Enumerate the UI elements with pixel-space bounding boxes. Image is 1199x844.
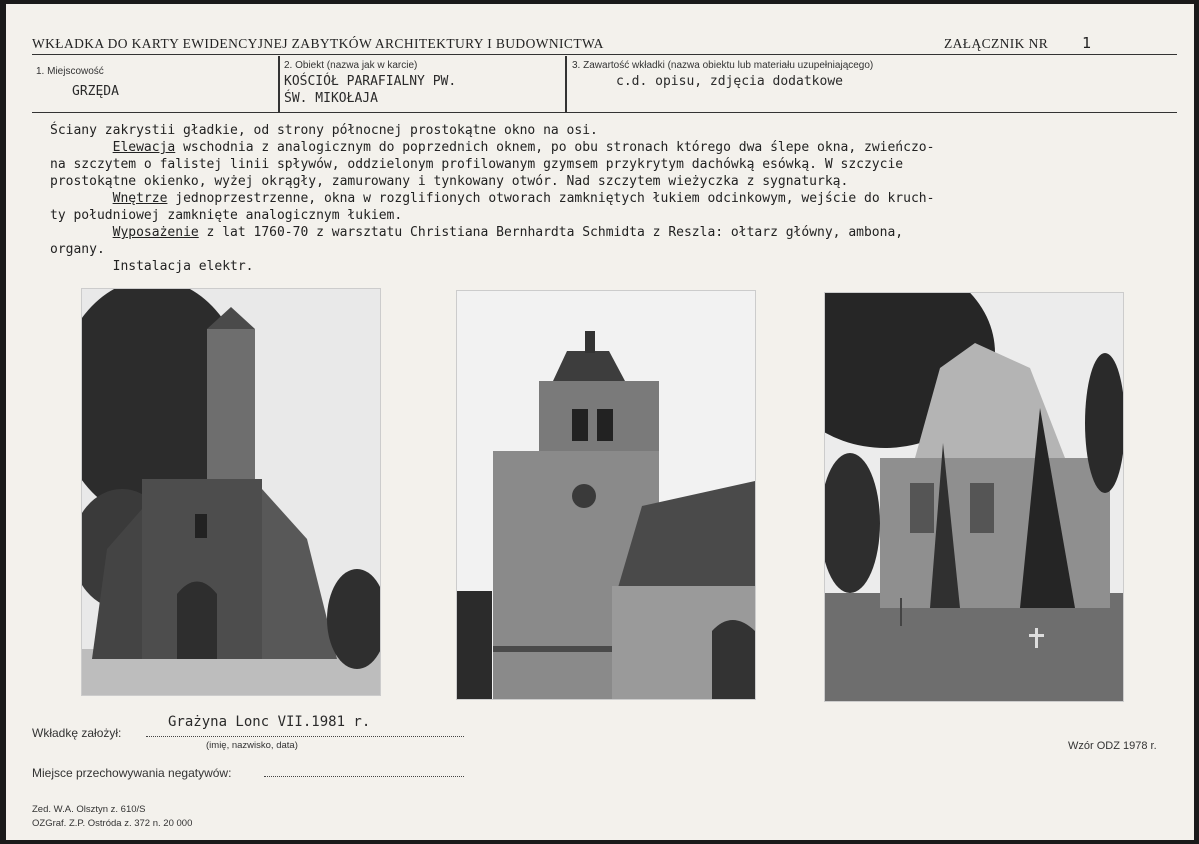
desc-line (50, 139, 1180, 156)
content-value: c.d. opisu, zdjęcia dodatkowe (616, 74, 843, 89)
created-label: Wkładkę założył: (32, 726, 122, 740)
object-label: 2. Obiekt (nazwa jak w karcie) (284, 60, 418, 71)
locality-label: 1. Miejscowość (36, 66, 104, 77)
photo-church-gable-image (825, 293, 1123, 701)
field-divider (278, 56, 280, 112)
photo-church-tower-image (457, 291, 755, 699)
desc-text: Instalacja elektr. (112, 259, 254, 274)
form-fields (32, 56, 1177, 113)
photo-church-gable (824, 292, 1124, 702)
field-divider (565, 56, 567, 112)
desc-line (50, 224, 1180, 241)
storage-line (264, 776, 464, 777)
object-value-line2: ŚW. MIKOŁAJA (284, 91, 378, 106)
storage-label: Miejsce przechowywania negatywów: (32, 766, 232, 780)
print-info-2: OZGraf. Z.P. Ostróda z. 372 n. 20 000 (32, 818, 193, 829)
desc-line: ty południowej zamknięte analogicznym łukiem. (50, 208, 403, 223)
desc-text: jednoprzestrzenne, okna w rozglifionych otworach zamkniętych łukiem odcinkowym, wejście do kruch- (167, 191, 935, 206)
created-line (146, 736, 464, 737)
description-text (50, 122, 1180, 275)
desc-text: z lat 1760-70 z warsztatu Christiana Bernhardta Schmidta z Reszla: ołtarz główny, ambona, (198, 225, 904, 240)
desc-line: Ściany zakrystii gładkie, od strony północnej prostokątne okno na osi. (50, 123, 598, 138)
desc-text: wschodnia z analogicznym do poprzednich oknem, po obu stronach którego dwa ślepe okna, zwieńczo- (175, 140, 935, 155)
annex-label: ZAŁĄCZNIK NR (944, 36, 1049, 51)
created-value: Grażyna Lonc VII.1981 r. (168, 714, 371, 730)
document-sheet (6, 4, 1194, 840)
heading-wnetrze: Wnętrze (112, 191, 168, 206)
heading-elewacja: Elewacja (112, 140, 176, 155)
print-info-1: Zed. W.A. Olsztyn z. 610/S (32, 804, 146, 815)
heading-wyposazenie: Wyposażenie (112, 225, 199, 240)
created-hint: (imię, nazwisko, data) (206, 740, 298, 751)
pattern-label: Wzór ODZ 1978 r. (1068, 740, 1157, 752)
desc-line: organy. (50, 242, 105, 257)
locality-value: GRZĘDA (72, 84, 119, 99)
desc-line (50, 190, 1180, 207)
annex-number: 1 (1082, 34, 1092, 52)
content-label: 3. Zawartość wkładki (nazwa obiektu lub materiału uzupełniającego) (572, 60, 874, 71)
form-title: WKŁADKA DO KARTY EWIDENCYJNEJ ZABYTKÓW ARCHITEKTURY I BUDOWNICTWA (32, 36, 604, 51)
desc-line: na szczytem o falistej linii spływów, oddzielonym profilowanym gzymsem przykrytym dachówką esówką. W szczycie (50, 157, 904, 172)
form-header (32, 34, 1177, 55)
desc-line (50, 258, 1180, 275)
desc-line: prostokątne okienko, wyżej okrągły, zamurowany i tynkowany otwór. Nad szczytem wieżyczka z sygnaturką. (50, 174, 849, 189)
object-value-line1: KOŚCIÓŁ PARAFIALNY PW. (284, 74, 457, 89)
photo-church-apse-image (82, 289, 380, 695)
photo-church-apse (81, 288, 381, 696)
photo-church-tower (456, 290, 756, 700)
